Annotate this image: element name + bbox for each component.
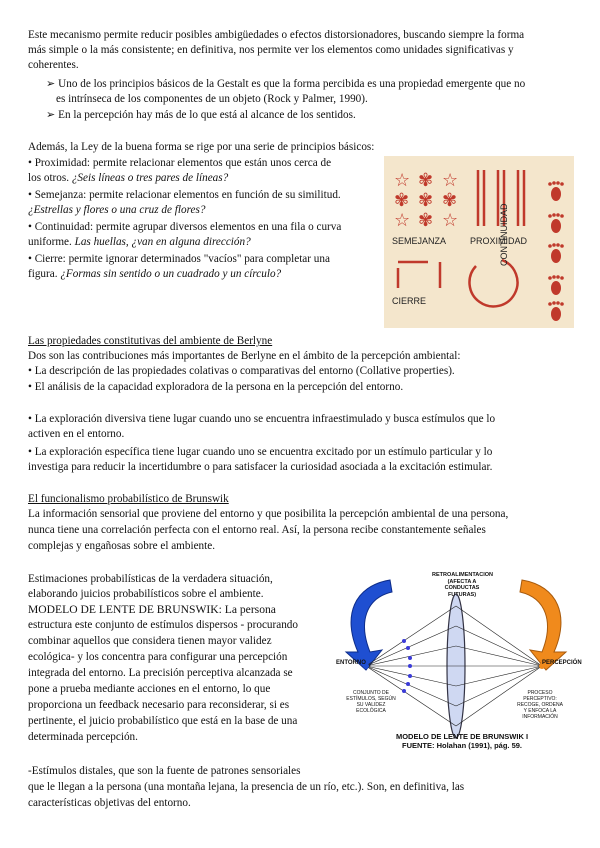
especifica-line1: • La exploración específica tiene lugar cuando uno se encuentra excitado por un estímulo particular y lo: [28, 446, 493, 458]
percepcion-label: PERCEPCIÓN: [542, 660, 582, 666]
berlyne-heading: Las propiedades constitutivas del ambiente de Berlyne: [28, 335, 273, 347]
figure2-caption: MODELO DE LENTE DE BRUNSWIK I FUENTE: Holahan (1991), pág. 59.: [395, 732, 529, 750]
cierre-line1: • Cierre: permite ignorar determinados "vacíos" para completar una: [28, 253, 330, 265]
cierre-label: CIERRE: [392, 296, 427, 306]
gestalt-intro: Además, la Ley de la buena forma se rige por una serie de principios básicos:: [28, 141, 375, 153]
modelo-line4: ecológica- y los concentra para configurar una percepción: [28, 651, 288, 663]
brunswik-heading: El funcionalismo probabilístico de Brunswik: [28, 493, 229, 505]
diversiva-line2: activen en el entorno.: [28, 428, 125, 440]
brunswik-line2: nunca tiene una correlación perfecta con el entorno real. Así, la persona recibe constantemente señales: [28, 524, 486, 536]
modelo-line1: MODELO DE LENTE DE BRUNSWIK: La persona: [28, 603, 276, 616]
semejanza-line2: ¿Estrellas y flores o una cruz de flores?: [28, 204, 206, 216]
estimaciones-line1: Estimaciones probabilísticas de la verdadera situación,: [28, 573, 273, 585]
gestalt-figure: [384, 156, 574, 328]
retroalimentacion-label: RETROALIMENTACION (AFECTA A CONDUCTAS FUTURAS): [432, 572, 494, 598]
star-icon: ☆: [394, 210, 411, 231]
star-icon: ☆: [442, 170, 459, 191]
continuidad-line1: • Continuidad: permite agrupar diversos elementos en una fila o curva: [28, 221, 342, 233]
brunswik-line1: La información sensorial que proviene del entorno y que posibilita la percepción ambiental de una persona,: [28, 508, 509, 520]
flower-icon: ✾: [394, 190, 410, 211]
modelo-line8: pertinente, el juicio probabilístico que está en la base de una: [28, 715, 298, 727]
modelo-line5: integrada del entorno. La precisión perceptiva alcanzada se: [28, 667, 293, 679]
distales-line1: -Estímulos distales, que son la fuente de patrones sensoriales: [28, 765, 301, 777]
continuidad-label: CONTINUIDAD: [499, 203, 509, 266]
proximidad-label: PROXIMIDAD: [470, 236, 528, 246]
brunswik-line3: complejas y engañosas sobre el ambiente.: [28, 540, 216, 552]
modelo-line7: proporciona un feedback necesario para reconsiderar, si es: [28, 699, 290, 711]
berlyne-line2: • La descripción de las propiedades colativas o comparativas del entorno (Collative properties).: [28, 365, 455, 377]
semejanza-label: SEMEJANZA: [392, 236, 447, 246]
flower-icon: ✾: [418, 210, 434, 231]
modelo-line2: estructura este conjunto de estímulos dispersos - procurando: [28, 619, 298, 631]
cierre-line2: figura. ¿Formas sin sentido o un cuadrado y un círculo?: [28, 268, 282, 280]
estimaciones-line2: elaborando juicios probabilísticos sobre el ambiente.: [28, 588, 264, 600]
flower-icon: ✾: [418, 170, 434, 191]
bullet-gestalt-line1: ➢ Uno de los principios básicos de la Gestalt es que la forma percibida es una propiedad emergente que no: [46, 78, 526, 90]
especifica-line2: investiga para reducir la incertidumbre o para satisfacer la curiosidad asociada a la excitación estimular.: [28, 461, 493, 473]
proximidad-line1: • Proximidad: permite relacionar elementos que están unos cerca de: [28, 157, 332, 169]
diversiva-line1: • La exploración diversiva tiene lugar cuando uno se encuentra infraestimulado y busca estímulos que lo: [28, 413, 496, 425]
modelo-line3: combinar aquellos que considera tienen mayor validez: [28, 635, 272, 647]
star-icon: ☆: [442, 210, 459, 231]
brunswik-lens-figure: [336, 566, 582, 754]
entorno-label: ENTORNO: [336, 660, 366, 666]
conjunto-estimulos-label: CONJUNTO DE ESTÍMULOS, SEGÚN SU VALIDEZ ECOLÓGICA: [346, 690, 396, 714]
flower-icon: ✾: [418, 190, 434, 211]
flower-icon: ✾: [442, 190, 458, 211]
distales-line3: características objetivas del entorno.: [28, 797, 191, 809]
bullet-gestalt-line2: es intrínseca de los componentes de un objeto (Rock y Palmer, 1990).: [56, 93, 368, 105]
feedback-arrow-right: [520, 580, 566, 670]
proceso-perceptivo-label: PROCESO PERCEPTIVO: RECOGE, ORDENA Y ENFOCA LA INFORMACIÓN: [517, 690, 563, 720]
berlyne-line1: Dos son las contribuciones más importantes de Berlyne en el ámbito de la percepción ambiental:: [28, 350, 461, 362]
para1-line2: más simple o la más consistente; en definitiva, nos permite ver los elementos como unidades significativas y: [28, 44, 514, 56]
para1-line3: coherentes.: [28, 59, 79, 71]
modelo-line9: determinada percepción.: [28, 731, 138, 743]
proximidad-line2: los otros. ¿Seis líneas o tres pares de líneas?: [28, 172, 229, 184]
bullet-perception: ➢ En la percepción hay más de lo que está al alcance de los sentidos.: [46, 109, 356, 121]
distales-line2: que le llegan a la persona (una montaña lejana, la presencia de un río, etc.). Son, en definitiva, las: [28, 781, 465, 793]
berlyne-line3: • El análisis de la capacidad exploradora de la persona en la percepción del entorno.: [28, 381, 404, 393]
para1-line1: Este mecanismo permite reducir posibles ambigüedades o efectos distorsionadores, buscando siempre la forma: [28, 29, 525, 41]
feedback-arrow-left: [346, 580, 392, 670]
continuidad-line2: uniforme. Las huellas, ¿van en alguna dirección?: [28, 236, 251, 248]
star-icon: ☆: [394, 170, 411, 191]
semejanza-line1: • Semejanza: permite relacionar elementos en función de su similitud.: [28, 189, 341, 201]
modelo-line6: pone a prueba mediante acciones en el entorno, lo que: [28, 683, 271, 695]
